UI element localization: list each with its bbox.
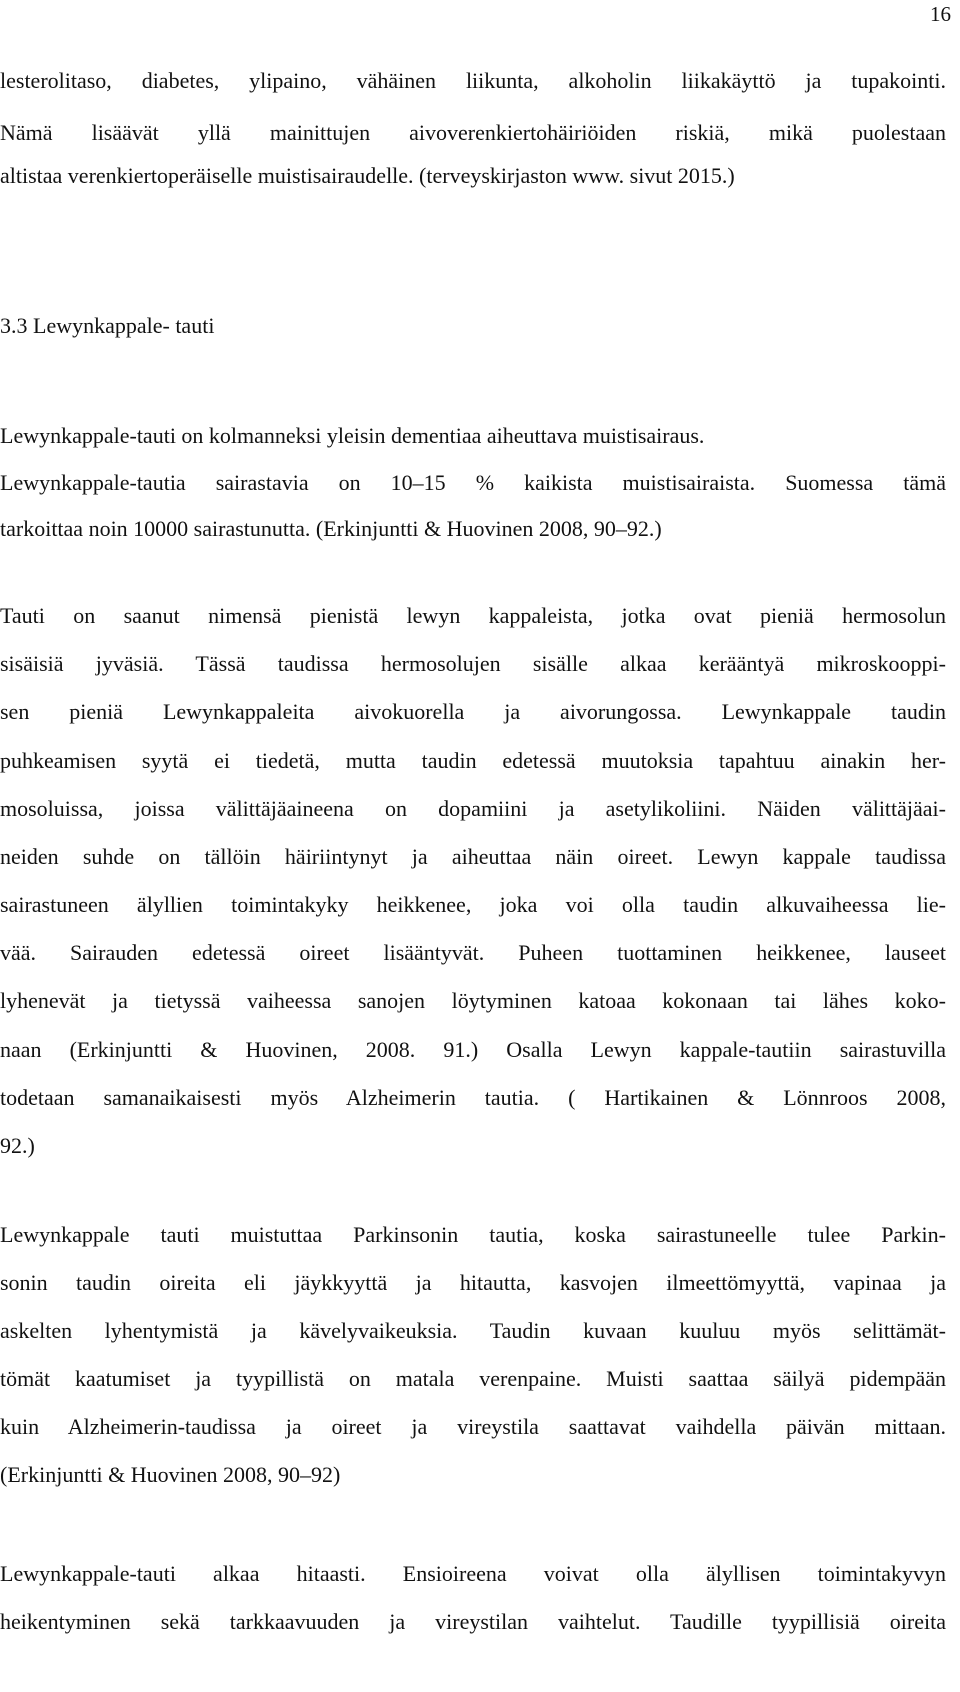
page-number: 16 [930, 2, 951, 26]
p2-line-5: mosoluissa, joissa välittäjäaineena on dopamiini ja asetylikoliini. Näiden välittäjäai- [0, 796, 946, 821]
p2-line-12: 92.) [0, 1133, 35, 1158]
p2-line-2: sisäisiä jyväsiä. Tässä taudissa hermosolujen sisälle alkaa kerääntyä mikroskooppi- [0, 651, 946, 676]
intro-line-3: altistaa verenkiertoperäiselle muistisairaudelle. (terveyskirjaston www. sivut 2015.) [0, 163, 735, 188]
p2-line-8: vää. Sairauden edetessä oireet lisääntyvät. Puheen tuottaminen heikkenee, lauseet [0, 940, 946, 965]
p4-line-1: Lewynkappale-tauti alkaa hitaasti. Ensioireena voivat olla älyllisen toimintakyvyn [0, 1561, 946, 1586]
p3-line-1: Lewynkappale tauti muistuttaa Parkinsonin tautia, koska sairastuneelle tulee Parkin- [0, 1222, 946, 1247]
p2-line-3: sen pieniä Lewynkappaleita aivokuorella ja aivorungossa. Lewynkappale taudin [0, 699, 946, 724]
p2-line-11: todetaan samanaikaisesti myös Alzheimerin tautia. ( Hartikainen & Lönnroos 2008, [0, 1085, 946, 1110]
p1-line-2: Lewynkappale-tautia sairastavia on 10–15 % kaikista muistisairaista. Suomessa tämä [0, 470, 946, 495]
p2-line-4: puhkeamisen syytä ei tiedetä, mutta taudin edetessä muutoksia tapahtuu ainakin her- [0, 748, 946, 773]
p4-line-2: heikentyminen sekä tarkkaavuuden ja vireystilan vaihtelut. Taudille tyypillisiä oireita [0, 1609, 946, 1634]
p1-line-3: tarkoittaa noin 10000 sairastunutta. (Erkinjuntti & Huovinen 2008, 90–92.) [0, 516, 662, 541]
section-heading: 3.3 Lewynkappale- tauti [0, 313, 215, 338]
p2-line-6: neiden suhde on tällöin häiriintynyt ja aiheuttaa näin oireet. Lewyn kappale taudissa [0, 844, 946, 869]
p2-line-7: sairastuneen älyllien toimintakyky heikkenee, joka voi olla taudin alkuvaiheessa lie- [0, 892, 946, 917]
p2-line-9: lyhenevät ja tietyssä vaiheessa sanojen löytyminen katoaa kokonaan tai lähes koko- [0, 988, 946, 1013]
intro-line-2: Nämä lisäävät yllä mainittujen aivoverenkiertohäiriöiden riskiä, mikä puolestaan [0, 120, 946, 145]
p3-line-6: (Erkinjuntti & Huovinen 2008, 90–92) [0, 1462, 341, 1487]
p3-line-5: kuin Alzheimerin-taudissa ja oireet ja vireystila saattavat vaihdella päivän mittaan. [0, 1414, 946, 1439]
p3-line-3: askelten lyhentymistä ja kävelyvaikeuksia. Taudin kuvaan kuuluu myös selittämät- [0, 1318, 946, 1343]
p3-line-4: tömät kaatumiset ja tyypillistä on matala verenpaine. Muisti saattaa säilyä pidempään [0, 1366, 946, 1391]
p2-line-10: naan (Erkinjuntti & Huovinen, 2008. 91.) Osalla Lewyn kappale-tautiin sairastuvilla [0, 1037, 946, 1062]
intro-line-1: lesterolitaso, diabetes, ylipaino, vähäinen liikunta, alkoholin liikakäyttö ja tupakointi. [0, 68, 946, 93]
p3-line-2: sonin taudin oireita eli jäykkyyttä ja hitautta, kasvojen ilmeettömyyttä, vapinaa ja [0, 1270, 946, 1295]
p2-line-1: Tauti on saanut nimensä pienistä lewyn kappaleista, jotka ovat pieniä hermosolun [0, 603, 946, 628]
p1-line-1: Lewynkappale-tauti on kolmanneksi yleisin dementiaa aiheuttava muistisairaus. [0, 423, 705, 448]
